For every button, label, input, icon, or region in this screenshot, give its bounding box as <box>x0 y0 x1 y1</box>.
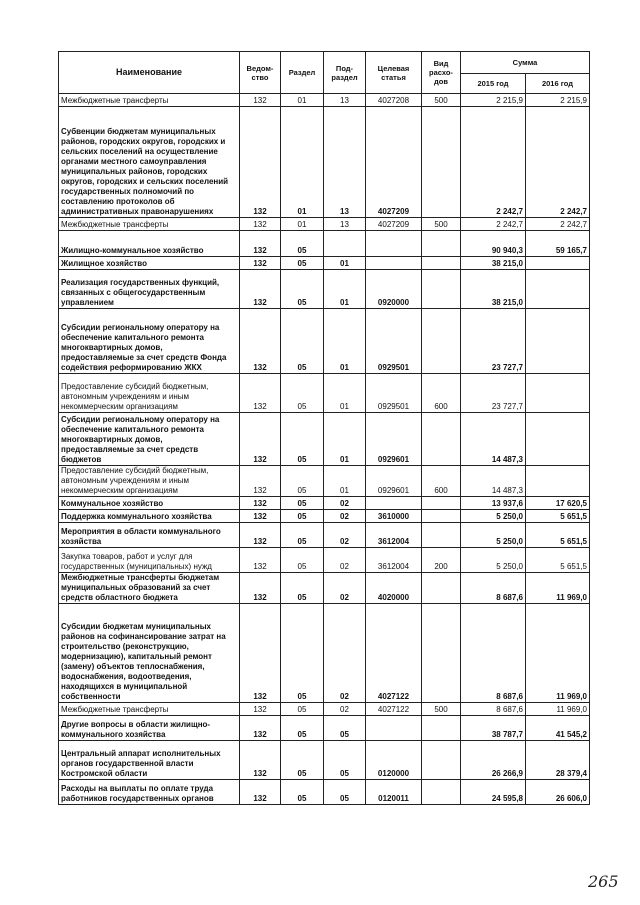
row-sum-2015: 26 266,9 <box>461 741 526 780</box>
row-dept: 132 <box>240 573 281 604</box>
row-sum-2015: 14 487,3 <box>461 466 526 497</box>
row-exp-type <box>422 270 461 309</box>
table-row <box>59 523 590 548</box>
row-dept: 132 <box>240 497 281 510</box>
header-section: Раздел <box>281 52 324 94</box>
row-sum-2016 <box>526 374 590 413</box>
row-target: 0929601 <box>366 413 422 466</box>
table-row <box>59 548 590 573</box>
row-target: 0120011 <box>366 780 422 805</box>
row-name: Субвенции бюджетам муниципальных районов, городских округов, городских и сельских поселений на осуществление органами местного самоуправления муниципальных районов, городских округов, городских и сельских поселений государственных полномочий по составлению протоколов об административных правонарушениях <box>59 107 240 218</box>
row-name: Предоставление субсидий бюджетным, автономным учреждениям и иным некоммерческим организациям <box>59 466 240 497</box>
row-sum-2016 <box>526 270 590 309</box>
row-sum-2015: 8 687,6 <box>461 604 526 703</box>
row-subsection: 01 <box>324 257 366 270</box>
budget-table <box>58 51 590 805</box>
row-target: 0929601 <box>366 466 422 497</box>
row-sum-2015: 8 687,6 <box>461 573 526 604</box>
row-target <box>366 716 422 741</box>
row-target: 0920000 <box>366 270 422 309</box>
header-exp-type: Вид расхо-дов <box>422 52 461 94</box>
row-exp-type <box>422 741 461 780</box>
row-dept: 132 <box>240 510 281 523</box>
row-sum-2016: 11 969,0 <box>526 604 590 703</box>
header-year-2016: 2016 год <box>526 74 590 94</box>
row-exp-type <box>422 231 461 257</box>
row-dept: 132 <box>240 270 281 309</box>
row-dept: 132 <box>240 780 281 805</box>
table-row <box>59 497 590 510</box>
row-name: Центральный аппарат исполнительных органов государственной власти Костромской области <box>59 741 240 780</box>
row-name: Закупка товаров, работ и услуг для государственных (муниципальных) нужд <box>59 548 240 573</box>
page-number: 265 <box>588 872 619 891</box>
row-subsection: 13 <box>324 94 366 107</box>
row-exp-type <box>422 309 461 374</box>
row-name: Субсидии региональному оператору на обеспечение капитального ремонта многоквартирных домов, предоставляемые за счет средств Фонда содействия реформированию ЖКХ <box>59 309 240 374</box>
row-sum-2016: 11 969,0 <box>526 703 590 716</box>
row-name: Межбюджетные трансферты бюджетам муниципальных образований за счет средств областного бюджета <box>59 573 240 604</box>
table-body <box>59 94 590 805</box>
row-section: 05 <box>281 257 324 270</box>
row-name: Предоставление субсидий бюджетным, автономным учреждениям и иным некоммерческим организациям <box>59 374 240 413</box>
table-row <box>59 231 590 257</box>
row-sum-2016 <box>526 413 590 466</box>
table-row <box>59 309 590 374</box>
row-sum-2016: 5 651,5 <box>526 510 590 523</box>
row-dept: 132 <box>240 218 281 231</box>
row-sum-2015: 38 215,0 <box>461 270 526 309</box>
row-section: 05 <box>281 780 324 805</box>
row-sum-2016: 17 620,5 <box>526 497 590 510</box>
row-sum-2016: 5 651,5 <box>526 548 590 573</box>
row-dept: 132 <box>240 716 281 741</box>
row-sum-2016: 59 165,7 <box>526 231 590 257</box>
row-sum-2015: 2 242,7 <box>461 107 526 218</box>
header-name: Наименование <box>59 52 240 94</box>
row-subsection: 02 <box>324 703 366 716</box>
row-dept: 132 <box>240 413 281 466</box>
row-sum-2015: 14 487,3 <box>461 413 526 466</box>
row-dept: 132 <box>240 94 281 107</box>
row-dept: 132 <box>240 309 281 374</box>
row-section: 05 <box>281 523 324 548</box>
row-target: 3610000 <box>366 510 422 523</box>
row-sum-2016: 5 651,5 <box>526 523 590 548</box>
row-dept: 132 <box>240 604 281 703</box>
row-dept: 132 <box>240 231 281 257</box>
row-exp-type: 600 <box>422 466 461 497</box>
row-section: 05 <box>281 231 324 257</box>
row-dept: 132 <box>240 548 281 573</box>
row-section: 05 <box>281 374 324 413</box>
table-row <box>59 257 590 270</box>
row-section: 05 <box>281 604 324 703</box>
table-row <box>59 466 590 497</box>
row-subsection: 01 <box>324 413 366 466</box>
row-target: 4027209 <box>366 218 422 231</box>
row-sum-2015: 23 727,7 <box>461 309 526 374</box>
row-subsection: 02 <box>324 604 366 703</box>
row-subsection: 02 <box>324 510 366 523</box>
row-exp-type <box>422 413 461 466</box>
row-sum-2016: 41 545,2 <box>526 716 590 741</box>
row-name: Коммунальное хозяйство <box>59 497 240 510</box>
row-dept: 132 <box>240 257 281 270</box>
row-section: 01 <box>281 107 324 218</box>
row-sum-2015: 5 250,0 <box>461 548 526 573</box>
row-section: 05 <box>281 497 324 510</box>
row-subsection: 01 <box>324 466 366 497</box>
row-exp-type: 500 <box>422 94 461 107</box>
row-subsection: 02 <box>324 497 366 510</box>
header-dept: Ведом-ство <box>240 52 281 94</box>
row-section: 05 <box>281 716 324 741</box>
row-subsection: 13 <box>324 107 366 218</box>
row-name: Реализация государственных функций, связанных с общегосударственным управлением <box>59 270 240 309</box>
row-section: 05 <box>281 741 324 780</box>
row-target <box>366 497 422 510</box>
row-sum-2016: 2 242,7 <box>526 107 590 218</box>
table-row <box>59 270 590 309</box>
row-exp-type <box>422 604 461 703</box>
row-exp-type <box>422 573 461 604</box>
row-target: 4027122 <box>366 604 422 703</box>
row-sum-2016: 26 606,0 <box>526 780 590 805</box>
row-sum-2015: 38 215,0 <box>461 257 526 270</box>
row-name: Жилищное хозяйство <box>59 257 240 270</box>
row-sum-2015: 24 595,8 <box>461 780 526 805</box>
row-sum-2016 <box>526 309 590 374</box>
table-row <box>59 716 590 741</box>
row-dept: 132 <box>240 523 281 548</box>
row-subsection: 05 <box>324 780 366 805</box>
table-row <box>59 604 590 703</box>
row-name: Поддержка коммунального хозяйства <box>59 510 240 523</box>
row-target: 4020000 <box>366 573 422 604</box>
row-name: Субсидии региональному оператору на обеспечение капитального ремонта многоквартирных домов, предоставляемые за счет средств бюджетов <box>59 413 240 466</box>
row-sum-2015: 5 250,0 <box>461 523 526 548</box>
row-section: 05 <box>281 510 324 523</box>
row-target: 0929501 <box>366 374 422 413</box>
row-sum-2016: 11 969,0 <box>526 573 590 604</box>
header-target: Целевая статья <box>366 52 422 94</box>
row-section: 05 <box>281 703 324 716</box>
table-row <box>59 780 590 805</box>
table-row <box>59 510 590 523</box>
row-exp-type: 600 <box>422 374 461 413</box>
row-subsection: 01 <box>324 309 366 374</box>
row-sum-2016: 28 379,4 <box>526 741 590 780</box>
row-sum-2016 <box>526 466 590 497</box>
row-name: Другие вопросы в области жилищно-коммунального хозяйства <box>59 716 240 741</box>
row-exp-type <box>422 523 461 548</box>
row-target: 0120000 <box>366 741 422 780</box>
table-row <box>59 94 590 107</box>
row-sum-2015: 23 727,7 <box>461 374 526 413</box>
row-exp-type <box>422 716 461 741</box>
table-row <box>59 413 590 466</box>
row-sum-2015: 2 242,7 <box>461 218 526 231</box>
row-name: Межбюджетные трансферты <box>59 703 240 716</box>
row-dept: 132 <box>240 107 281 218</box>
row-subsection: 05 <box>324 741 366 780</box>
row-target: 3612004 <box>366 523 422 548</box>
row-dept: 132 <box>240 741 281 780</box>
header-sum: Сумма <box>461 52 590 74</box>
row-section: 01 <box>281 218 324 231</box>
row-sum-2016 <box>526 257 590 270</box>
row-section: 05 <box>281 573 324 604</box>
row-sum-2016: 2 242,7 <box>526 218 590 231</box>
row-target: 0929501 <box>366 309 422 374</box>
row-sum-2015: 8 687,6 <box>461 703 526 716</box>
row-dept: 132 <box>240 703 281 716</box>
row-sum-2015: 5 250,0 <box>461 510 526 523</box>
row-name: Субсидии бюджетам муниципальных районов на софинансирование затрат на строительство (реконструкцию, модернизацию), капитальный ремонт (замену) объектов теплоснабжения, водоснабжения, водоотведения, находящихся в муниципальной собственности <box>59 604 240 703</box>
row-sum-2015: 2 215,9 <box>461 94 526 107</box>
row-section: 05 <box>281 270 324 309</box>
row-section: 05 <box>281 309 324 374</box>
row-name: Межбюджетные трансферты <box>59 218 240 231</box>
row-subsection: 01 <box>324 270 366 309</box>
row-section: 05 <box>281 413 324 466</box>
row-exp-type <box>422 497 461 510</box>
row-exp-type <box>422 780 461 805</box>
row-subsection: 02 <box>324 548 366 573</box>
row-subsection: 02 <box>324 573 366 604</box>
row-target: 4027208 <box>366 94 422 107</box>
row-exp-type: 500 <box>422 703 461 716</box>
row-section: 05 <box>281 548 324 573</box>
table-row <box>59 703 590 716</box>
row-target: 3612004 <box>366 548 422 573</box>
row-sum-2015: 38 787,7 <box>461 716 526 741</box>
row-dept: 132 <box>240 466 281 497</box>
table-row <box>59 741 590 780</box>
row-name: Межбюджетные трансферты <box>59 94 240 107</box>
header-year-2015: 2015 год <box>461 74 526 94</box>
row-target: 4027122 <box>366 703 422 716</box>
row-exp-type <box>422 107 461 218</box>
table-row <box>59 573 590 604</box>
row-sum-2015: 90 940,3 <box>461 231 526 257</box>
table-row <box>59 107 590 218</box>
table-row <box>59 374 590 413</box>
row-subsection: 13 <box>324 218 366 231</box>
row-subsection: 02 <box>324 523 366 548</box>
row-subsection: 05 <box>324 716 366 741</box>
header-subsection: Под-раздел <box>324 52 366 94</box>
row-subsection <box>324 231 366 257</box>
row-sum-2015: 13 937,6 <box>461 497 526 510</box>
row-name: Расходы на выплаты по оплате труда работников государственных органов <box>59 780 240 805</box>
row-sum-2016: 2 215,9 <box>526 94 590 107</box>
row-target <box>366 257 422 270</box>
row-section: 05 <box>281 466 324 497</box>
row-exp-type <box>422 257 461 270</box>
row-target <box>366 231 422 257</box>
row-exp-type <box>422 510 461 523</box>
row-dept: 132 <box>240 374 281 413</box>
row-exp-type: 200 <box>422 548 461 573</box>
row-subsection: 01 <box>324 374 366 413</box>
row-name: Мероприятия в области коммунального хозяйства <box>59 523 240 548</box>
row-exp-type: 500 <box>422 218 461 231</box>
table-row <box>59 218 590 231</box>
row-name: Жилищно-коммунальное хозяйство <box>59 231 240 257</box>
row-target: 4027209 <box>366 107 422 218</box>
row-section: 01 <box>281 94 324 107</box>
